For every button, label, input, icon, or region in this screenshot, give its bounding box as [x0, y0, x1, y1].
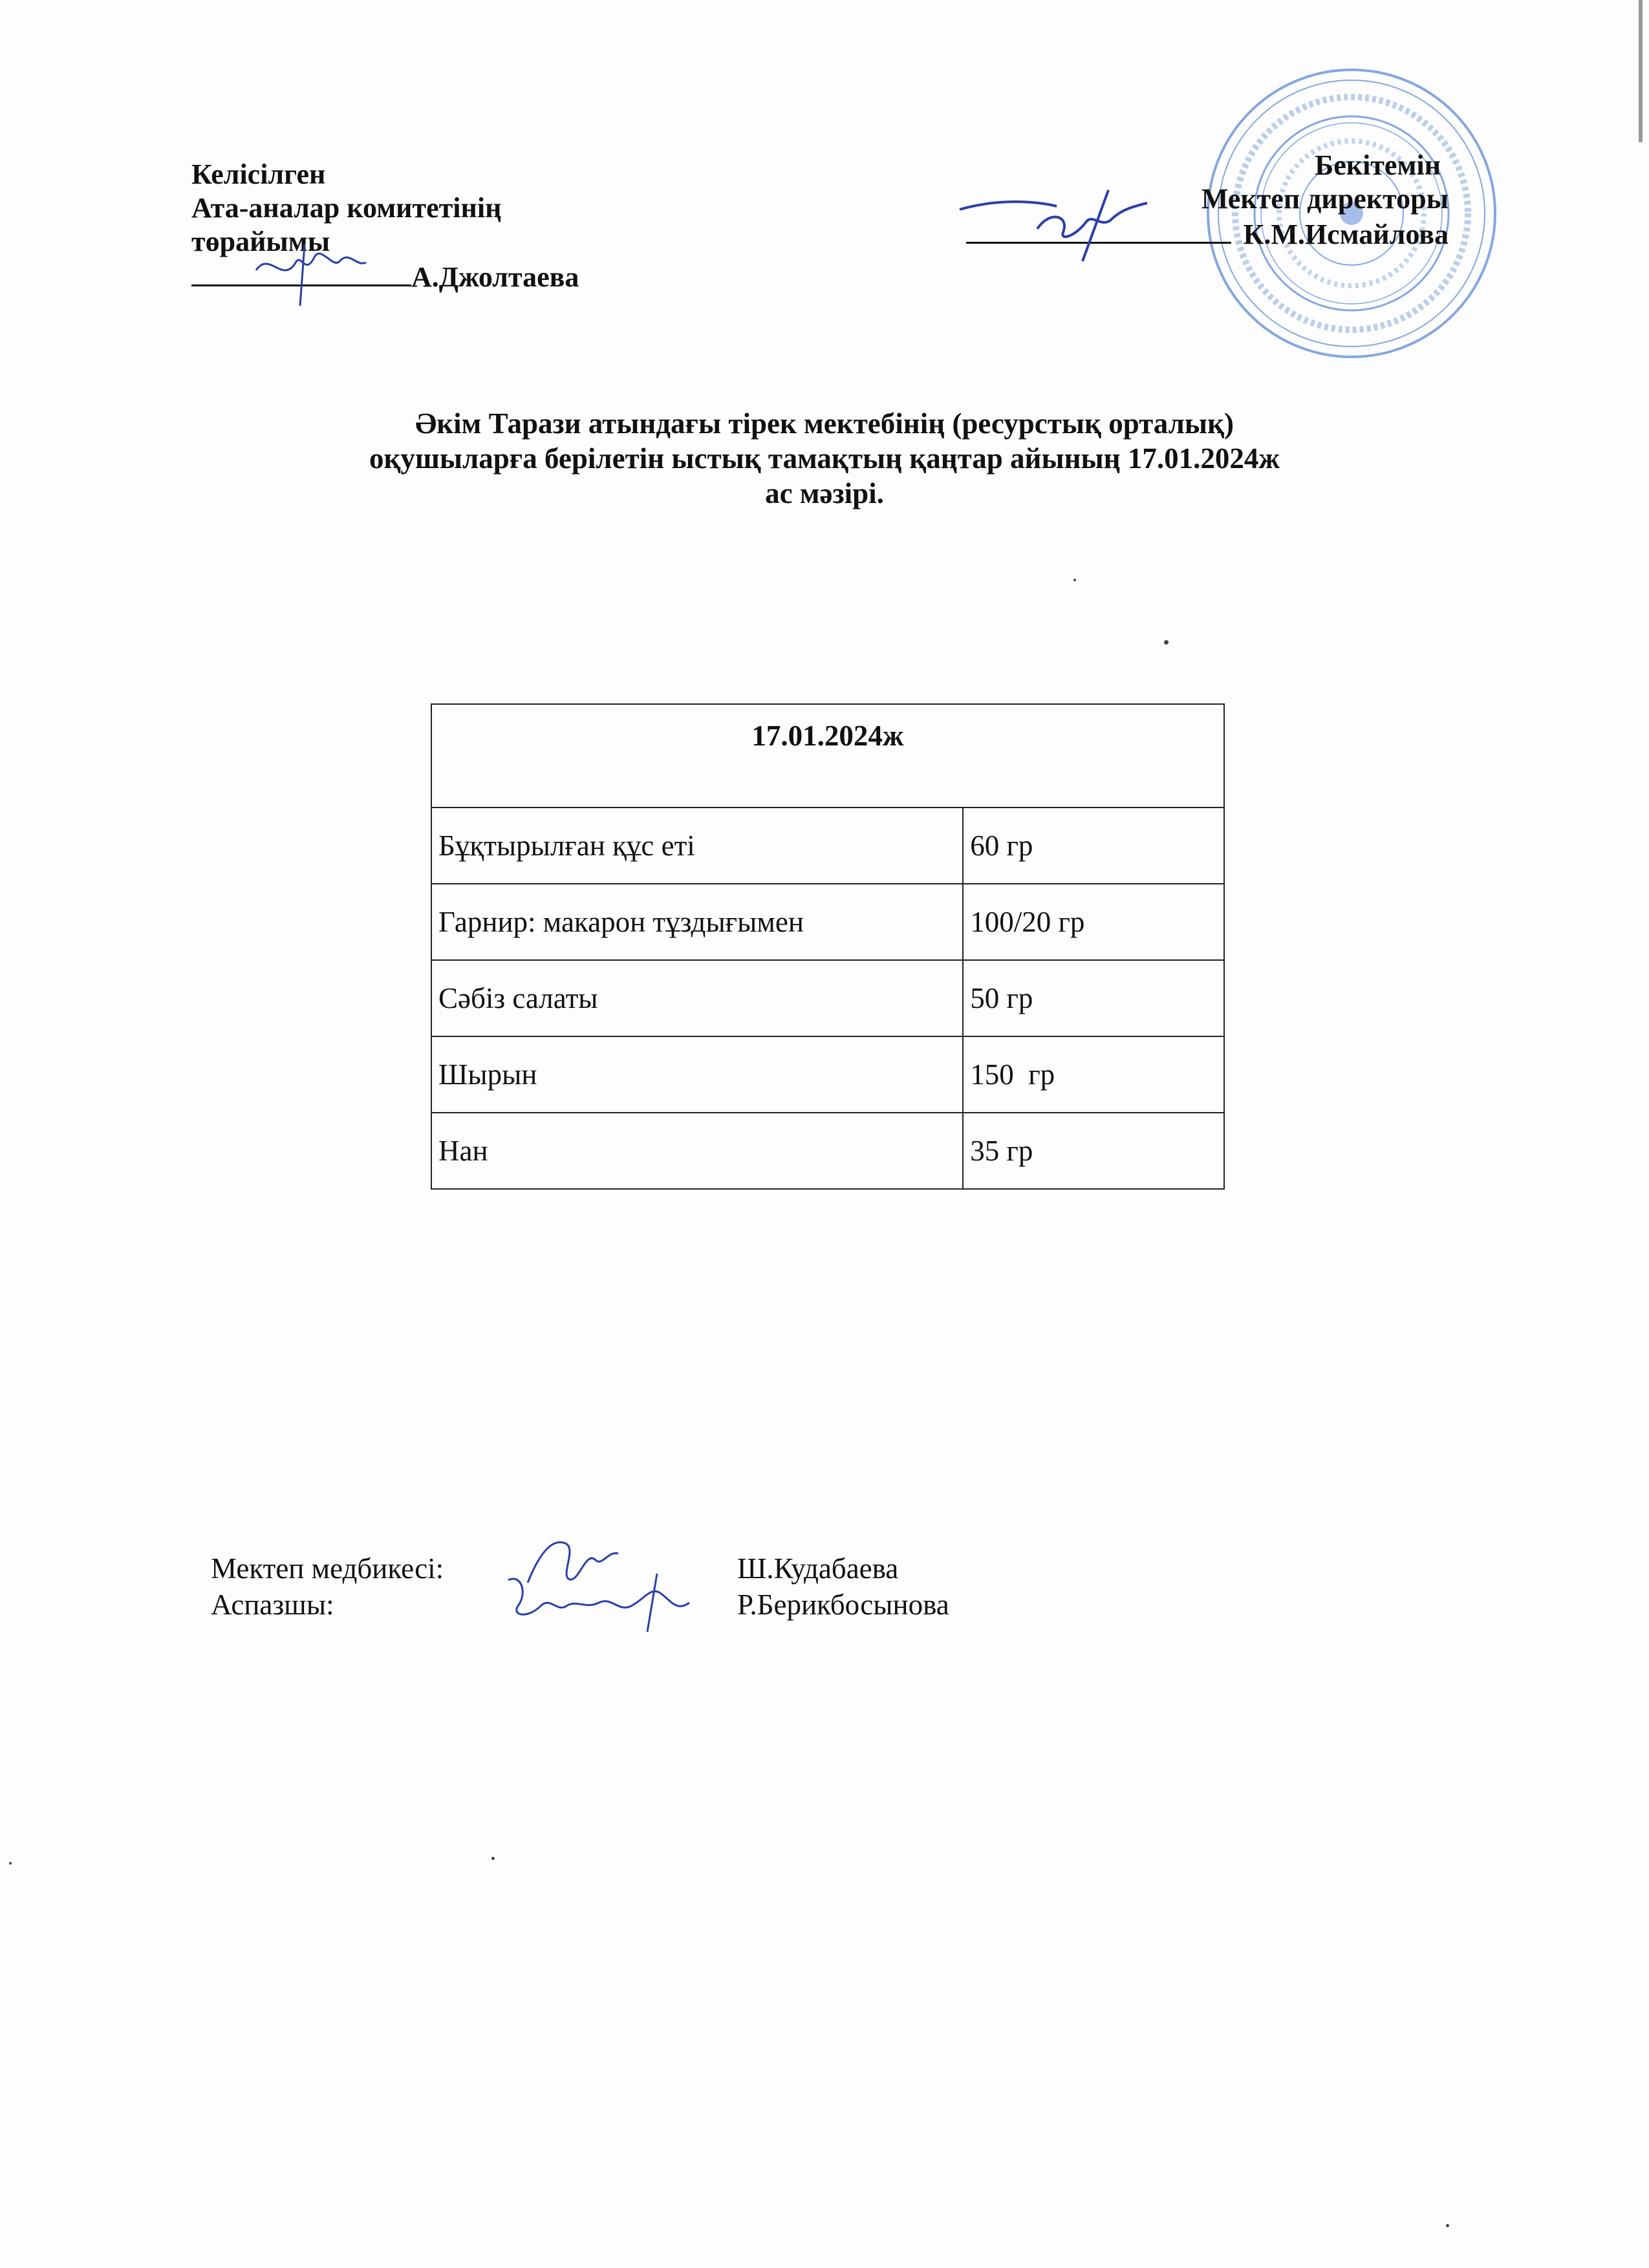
scan-speck — [1073, 579, 1076, 581]
dish-portion: 50 гр — [963, 960, 1224, 1036]
dish-portion: 150 гр — [963, 1036, 1224, 1113]
dish-name: Шырын — [431, 1036, 963, 1113]
scan-speck — [1164, 640, 1169, 645]
title-line-1: Әкім Тарази атындағы тірек мектебінің (ресурстық орталық) — [415, 407, 1234, 440]
scan-speck — [1446, 2224, 1449, 2227]
chair-name: А.Джолтаева — [411, 261, 579, 293]
dish-portion: 35 гр — [963, 1113, 1224, 1189]
scan-speck — [9, 1862, 12, 1865]
footer-signatures — [211, 1550, 1116, 1623]
dish-name: Бұқтырылған құс еті — [431, 808, 963, 884]
nurse-role: Мектеп медбикесі: — [211, 1552, 444, 1585]
approve-label: Бекітемін — [1315, 149, 1441, 181]
table-row — [431, 884, 1224, 960]
chair-label: төрайымы — [191, 226, 330, 257]
menu-date-header: 17.01.2024ж — [431, 704, 1224, 808]
director-label: Мектеп директоры — [1201, 183, 1449, 215]
cook-role: Аспазшы: — [211, 1589, 334, 1621]
chair-signature — [243, 231, 372, 309]
cook-signature — [495, 1567, 715, 1638]
approve-block — [905, 149, 1449, 251]
nurse-name: Ш.Кудабаева — [737, 1552, 899, 1585]
dish-name: Нан — [431, 1113, 963, 1189]
agreed-block — [191, 158, 657, 294]
dish-name: Сәбіз салаты — [431, 960, 963, 1036]
table-row — [431, 960, 1224, 1036]
title-line-3: ас мәзірі. — [765, 477, 884, 509]
cook-row — [211, 1587, 1116, 1623]
title-line-2: оқушыларға берілетін ыстық тамақтың қаңтар айының 17.01.2024ж — [369, 442, 1280, 475]
document-title — [155, 406, 1494, 511]
dish-portion: 60 гр — [963, 808, 1224, 884]
committee-label: Ата-аналар комитетінің — [191, 192, 502, 224]
agreed-label: Келісілген — [191, 158, 326, 190]
scan-speck — [491, 1857, 495, 1860]
menu-table — [431, 703, 1225, 1190]
table-row — [431, 808, 1224, 884]
table-row — [431, 1036, 1224, 1113]
dish-portion: 100/20 гр — [963, 884, 1224, 960]
dish-name: Гарнир: макарон тұздығымен — [431, 884, 963, 960]
cook-name: Р.Берикбосынова — [737, 1589, 949, 1621]
scan-speck — [1639, 0, 1643, 142]
table-row — [431, 1113, 1224, 1189]
signature-line — [191, 259, 411, 286]
signature-line — [966, 216, 1231, 244]
director-name: К.М.Исмайлова — [1243, 219, 1449, 250]
director-signature — [953, 171, 1186, 268]
